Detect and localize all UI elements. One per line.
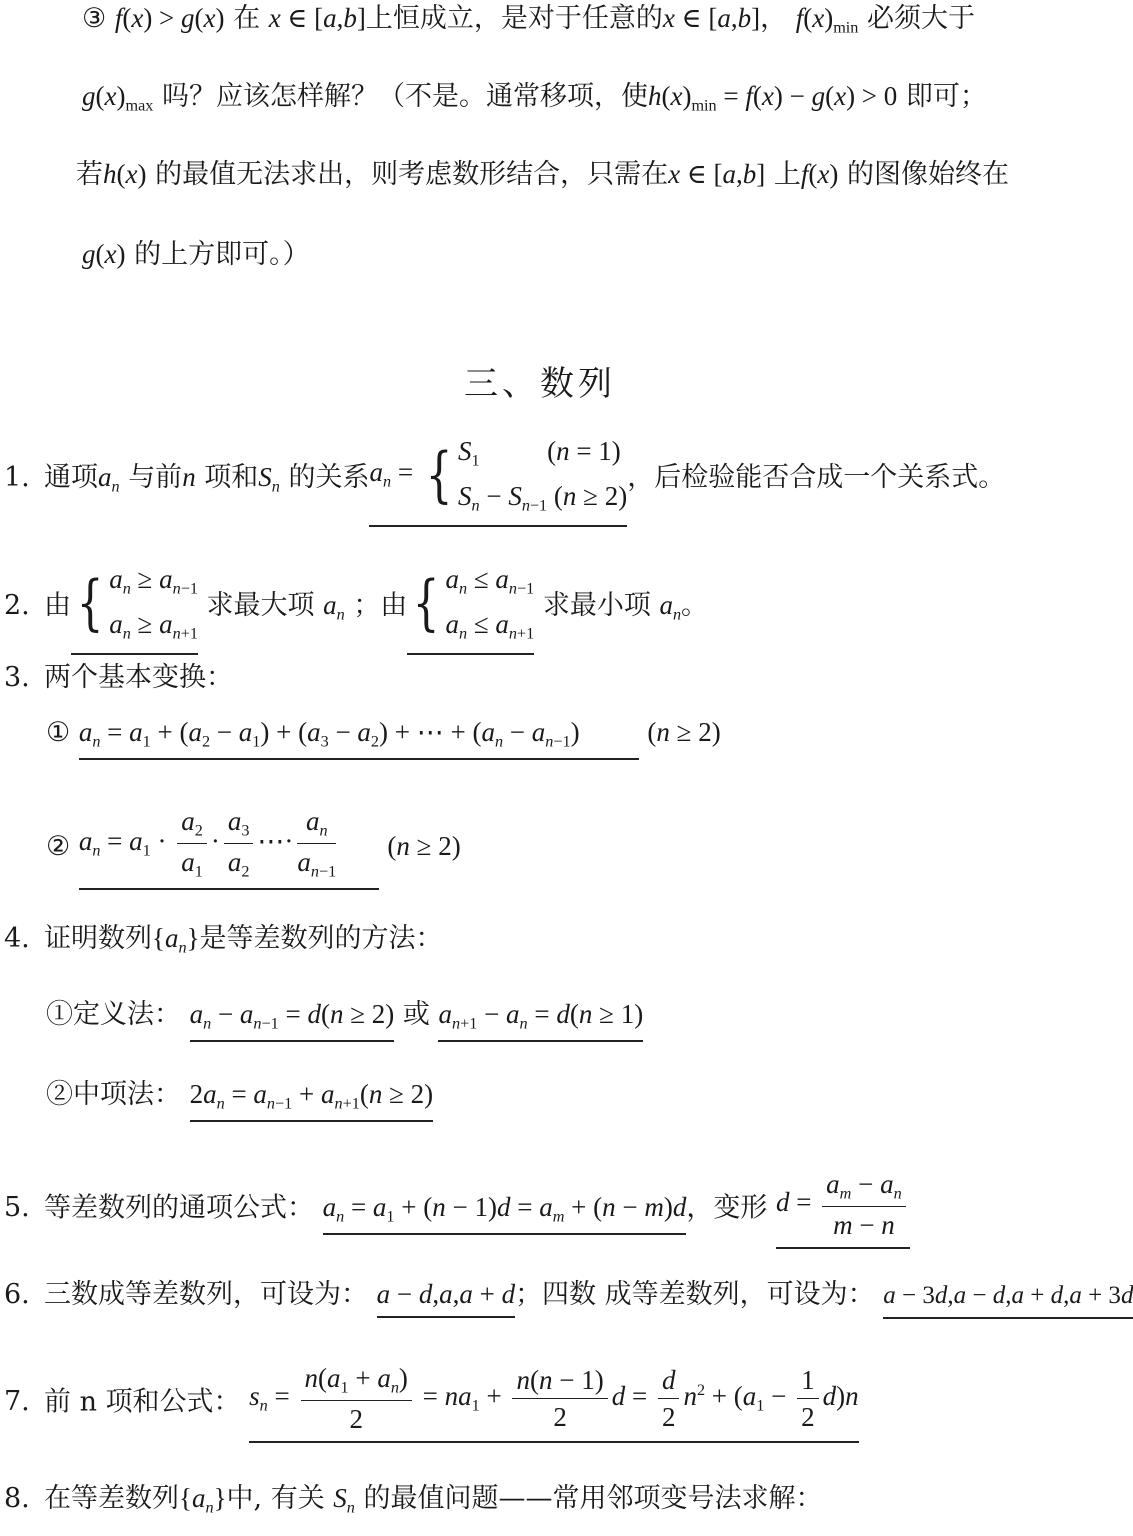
item-5: 5. 等差数列的通项公式： $a_n = a_1 + (n - 1)d = a_m + (n - m)d$，变形 d = $\frac{a_m - a_n}{m - n}$ — [4, 1168, 910, 1249]
section-title: 三、数列 — [464, 364, 616, 404]
intro-line-2: $g(x)_{max}$ 吗？应该怎样解？（不是。通常移项，使$h(x)_{min} = f(x) - g(x) > 0$ 即可； — [82, 81, 987, 115]
item-7: 7. 前 n 项和公式： $s_n$ = $\frac{n(a_1 + a_n)}{2}$ = $na_1$ + $\frac{n(n - 1)}{2}$ d = $\frac{d}{2}$ $n^2 + (a_1$ − $\frac{1}{2}$ d)n — [4, 1362, 859, 1443]
item-3-formula-2: ② $a_n = a_1$ · $\frac{a_2}{a_1}$ · $\frac{a_3}{a_2}$ ⋯· $\frac{a_n}{a_{n-1}}$ (n ≥ 2) — [46, 805, 461, 890]
item-3-formula-1: ① $a_n = a_1 + (a_2 - a_1) + (a_3 - a_2)$ + ⋯ + $(a_n - a_{n-1}) (n \ge 2)$ — [46, 716, 721, 760]
item-4-method-2: ②中项法： $2a_n = a_{n-1} + a_{n+1}(n \ge 2)$ — [46, 1078, 433, 1122]
item-1: 1. 通项$a_n$ 与前n 项和$S_n$ 的关系$a_n$ = { $S_1$ (n = 1) $S_n - S_{n-1}$ (n ≥ 2) ，后检验能否合成一个关系式。 — [4, 430, 1005, 527]
item-3-title: 3. 两个基本变换： — [4, 662, 233, 693]
item-4-method-1: ①定义法： $a_n - a_{n-1} = d(n \ge 2)$ 或 $a_{n+1} - a_n = d(n \ge 1)$ — [46, 998, 643, 1042]
intro-line-3: 若h(x) 的最值无法求出，则考虑数形结合，只需在x ∈ [a,b] 上f(x) 的图像始终在 — [76, 159, 1009, 190]
item-2: 2. 由{ $a_n \ge a_{n-1}$ $a_n \ge a_{n+1}$ 求最大项 $a_n$ ；由{ $a_n \le a_{n-1}$ $a_n \le a_{n+1}$ 求最小项 $a_n$。 — [4, 558, 708, 655]
intro-line-4: g(x) 的上方即可。） — [82, 239, 310, 270]
item-6: 6. 三数成等差数列，可设为： a − d,a,a + d；四数 成等差数列，可设为： a − 3d,a − d,a + d,a + 3d — [4, 1278, 1133, 1319]
item-8: 8. 在等差数列$\{a_n\}$中, 有关 $S_n$ 的最值问题——常用邻项变号法求解： — [4, 1483, 823, 1517]
intro-line-1: ③ f(x) > g(x) 在 x ∈ [a,b]上恒成立，是对于任意的x ∈ [a,b]， $f(x)_{min}$ 必须大于 — [82, 3, 975, 37]
item-4-title: 4. 证明数列$\{a_n\}$是等差数列的方法： — [4, 923, 443, 957]
